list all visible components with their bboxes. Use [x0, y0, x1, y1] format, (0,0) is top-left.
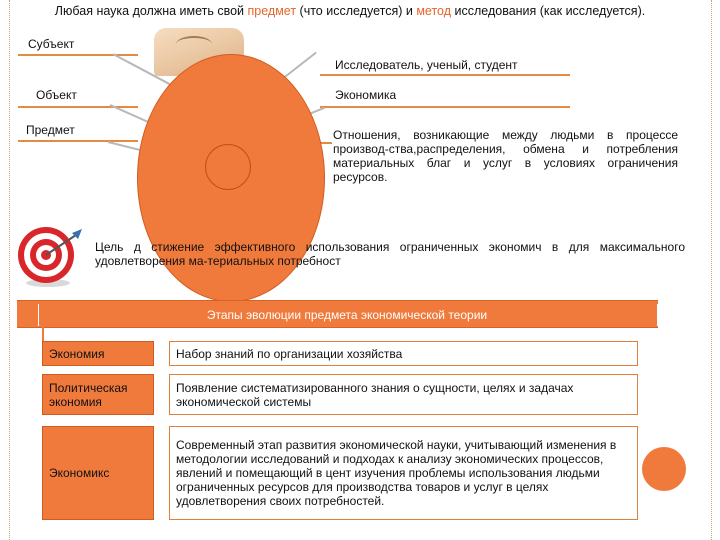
left-dotted-rule: [9, 0, 10, 540]
stage-desc-economy-text: Набор знаний по организации хозяйства: [176, 346, 403, 361]
underline-value-predmet: [320, 142, 332, 144]
stages-banner-title: Этапы эволюции предмета экономической теории: [206, 308, 488, 322]
stage-name-economics: [42, 426, 154, 520]
stage-name-economics-label: Экономикс: [49, 466, 110, 480]
title-part-2: (что исследуется) и: [296, 4, 417, 18]
value-subject: Исследователь, ученый, студент: [335, 58, 518, 72]
stage-desc-economy: [169, 341, 638, 366]
stage-desc-political-economy: [169, 374, 638, 415]
title-word-subject: предмет: [247, 4, 297, 18]
stage-desc-economics-text: Современный этап развития экономической науки, учитывающий изменения в методологии исследований и подходах к анализу экономических процессов, явлений и помещающий в цент изучения проблемы использования людьми ограниченных ресурсов для производства товаров и услуг в целях удовлетворения своих потребностей.: [176, 438, 617, 508]
value-predmet: Отношения, возникающие между людьми в процессе производ-ства,распределения, обмена и потребления материальных благ и услуг в условиях ограничения ресурсов.: [333, 128, 678, 184]
decorative-orange-circle: [642, 447, 686, 491]
label-subject: Субъект: [28, 37, 75, 51]
stage-name-political-economy-label: Политическая экономия: [49, 380, 128, 409]
underline-predmet: [18, 140, 138, 142]
value-object: Экономика: [335, 88, 397, 102]
slide-title: [40, 4, 660, 19]
stages-connector-line: [42, 326, 44, 342]
right-dotted-rule: [711, 0, 712, 540]
label-object: Объект: [36, 88, 77, 102]
label-predmet: Предмет: [26, 123, 75, 137]
goal-text: Цель д стижение эффективного использования ограниченных экономич в для максимального удовлетворения ма-териальных потребност: [95, 240, 685, 268]
underline-value-subject: [320, 74, 570, 76]
title-part-1: Любая наука должна иметь свой: [54, 4, 248, 18]
title-part-3: исследования (как исследуется).: [451, 4, 646, 18]
stage-desc-political-economy-text: Появление систематизированного знания о сущности, целях и задачах экономической системы: [176, 380, 574, 409]
underline-value-object: [320, 106, 570, 108]
stage-desc-economics: [169, 426, 638, 520]
title-word-method: метод: [416, 4, 452, 18]
stage-name-political-economy: [42, 374, 154, 415]
inner-ring: [205, 144, 251, 190]
stage-name-economy-label: Экономия: [49, 346, 105, 361]
target-icon: [12, 219, 84, 291]
stage-name-economy: [42, 341, 154, 366]
